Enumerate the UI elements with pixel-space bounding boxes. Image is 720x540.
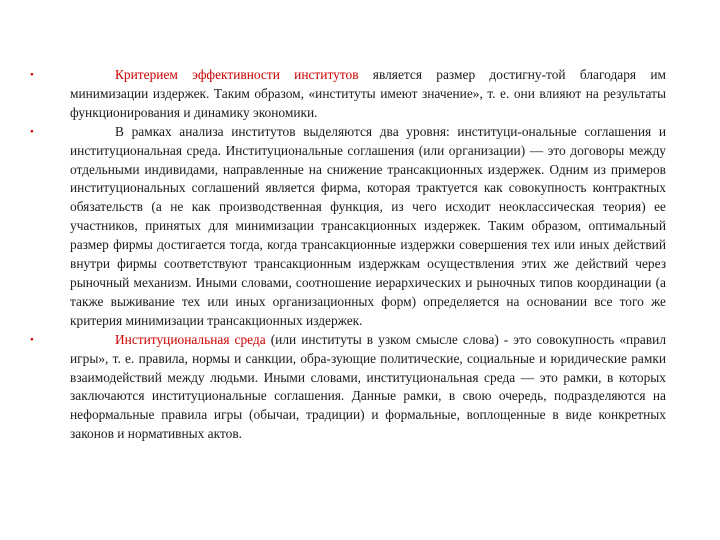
highlight-term: Критерием эффективности институтов — [115, 67, 359, 82]
paragraph-text: является размер достигну-той благодаря им минимизации издержек. Таким образом, «институты имеют значение», т. е. они влияют на результаты функционирования и динамику экономики. — [70, 67, 666, 120]
paragraph-text: В рамках анализа институтов выделяются два уровня: институци-ональные соглашения и институциональная среда. Институциональные соглашения (или организации) — это договоры между отдельными индивидами, направленные на снижение трансакционных издержек. Одним из примеров институциональных соглашений является фирма, которая трактуется как совокупность контрактных обязательств (а не как производственная функция, из чего исходит неоклассическая теория) ее участников, принятых для минимизации трансакционных издержек. Таким образом, оптимальный размер фирмы достигается тогда, когда трансакционные издержки совершения тех или иных действий внутри фирмы соответствуют трансакционным издержкам осуществления этих же действий через рыночный механизм. Иными словами, соотношение иерархических и рыночных типов координации (а также выживание тех или иных организационных форм) определяется на основании все того же критерия минимизации трансакционных издержек. — [70, 123, 666, 328]
bullet-item-efficiency-criterion — [30, 66, 666, 123]
paragraph-text: (или институты в узком смысле слова) - это совокупность «правил игры», т. е. правила, нормы и санкции, обра-зующие политические, социальные и юридические рамки взаимодействий между людьми. Иными словами, институциональная среда — это рамки, в которых заключаются институциональные соглашения. Данные рамки, в свою очередь, подразделяются на неформальные правила игры (обычаи, традиции) и формальные, воплощенные в виде конкретных законов и нормативных актов. — [70, 331, 666, 442]
bullet-icon: • — [30, 333, 34, 346]
bullet-icon: • — [30, 125, 34, 138]
bullet-item-institutional-environment — [30, 331, 666, 444]
bullet-list — [30, 66, 666, 444]
highlight-term: Институциональная среда — [115, 331, 266, 347]
bullet-item-two-levels — [30, 123, 666, 331]
bullet-icon: • — [30, 69, 34, 81]
